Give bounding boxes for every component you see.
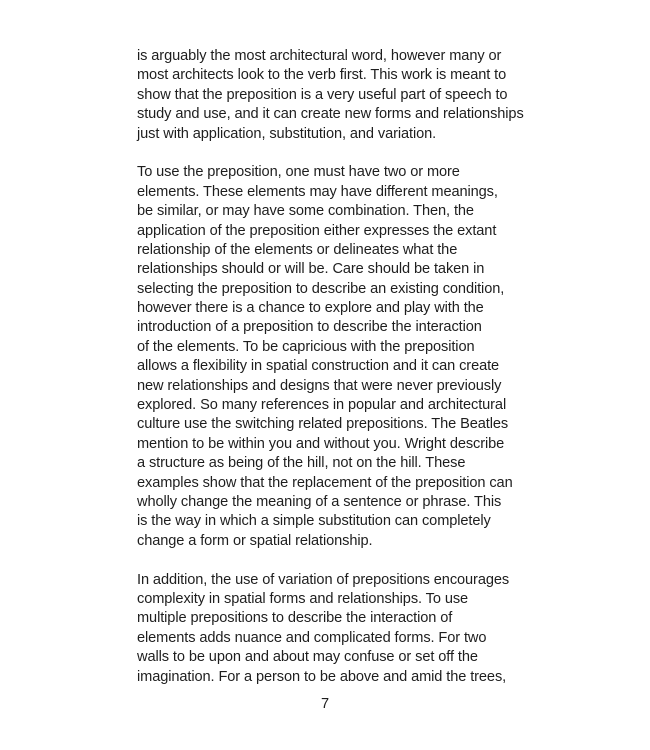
text-line: mention to be within you and without you. Wright describe: [137, 435, 505, 452]
text-line: application of the preposition either expresses the extant: [137, 222, 497, 239]
text-line: multiple prepositions to describe the interaction of: [137, 610, 453, 627]
text-line: of the elements. To be capricious with the preposition: [137, 338, 475, 355]
text-line: explored. So many references in popular and architectural: [137, 397, 507, 414]
text-line: just with application, substitution, and variation.: [137, 125, 437, 142]
body-text: [137, 47, 537, 687]
text-line: wholly change the meaning of a sentence or phrase. This: [137, 493, 502, 510]
text-line: most architects look to the verb first. This work is meant to: [137, 67, 507, 84]
paragraph-1: [137, 47, 537, 144]
text-line: culture use the switching related prepositions. The Beatles: [137, 416, 509, 433]
text-line: complexity in spatial forms and relationships. To use: [137, 590, 469, 607]
text-line: imagination. For a person to be above and amid the trees,: [137, 668, 507, 685]
page-number: 7: [320, 696, 330, 712]
text-line: introduction of a preposition to describe the interaction: [137, 319, 482, 336]
text-line: is the way in which a simple substitution can completely: [137, 513, 491, 530]
text-line: study and use, and it can create new forms and relationships: [137, 106, 524, 123]
text-line: show that the preposition is a very useful part of speech to: [137, 86, 508, 103]
paragraph-2: [137, 163, 537, 551]
text-line: change a form or spatial relationship.: [137, 532, 373, 549]
text-line: is arguably the most architectural word, however many or: [137, 48, 502, 64]
paragraph-3: [137, 571, 537, 687]
text-line: elements. These elements may have different meanings,: [137, 183, 498, 200]
text-line: relationships should or will be. Care should be taken in: [137, 261, 485, 278]
text-line: relationship of the elements or delineates what the: [137, 241, 458, 258]
text-line: examples show that the replacement of the preposition can: [137, 474, 513, 491]
paragraph-gap: [137, 551, 537, 570]
text-line: selecting the preposition to describe an existing condition,: [137, 280, 505, 297]
text-line: be similar, or may have some combination. Then, the: [137, 203, 474, 220]
text-line: allows a flexibility in spatial construction and it can create: [137, 358, 500, 375]
text-line: In addition, the use of variation of prepositions encourages: [137, 571, 510, 588]
paragraph-gap: [137, 144, 537, 163]
text-line: elements adds nuance and complicated forms. For two: [137, 629, 487, 646]
text-line: however there is a chance to explore and play with the: [137, 300, 484, 317]
text-line: new relationships and designs that were never previously: [137, 377, 502, 394]
text-line: walls to be upon and about may confuse or set off the: [137, 649, 478, 666]
text-line: To use the preposition, one must have two or more: [137, 164, 460, 181]
text-line: a structure as being of the hill, not on the hill. These: [137, 455, 466, 472]
